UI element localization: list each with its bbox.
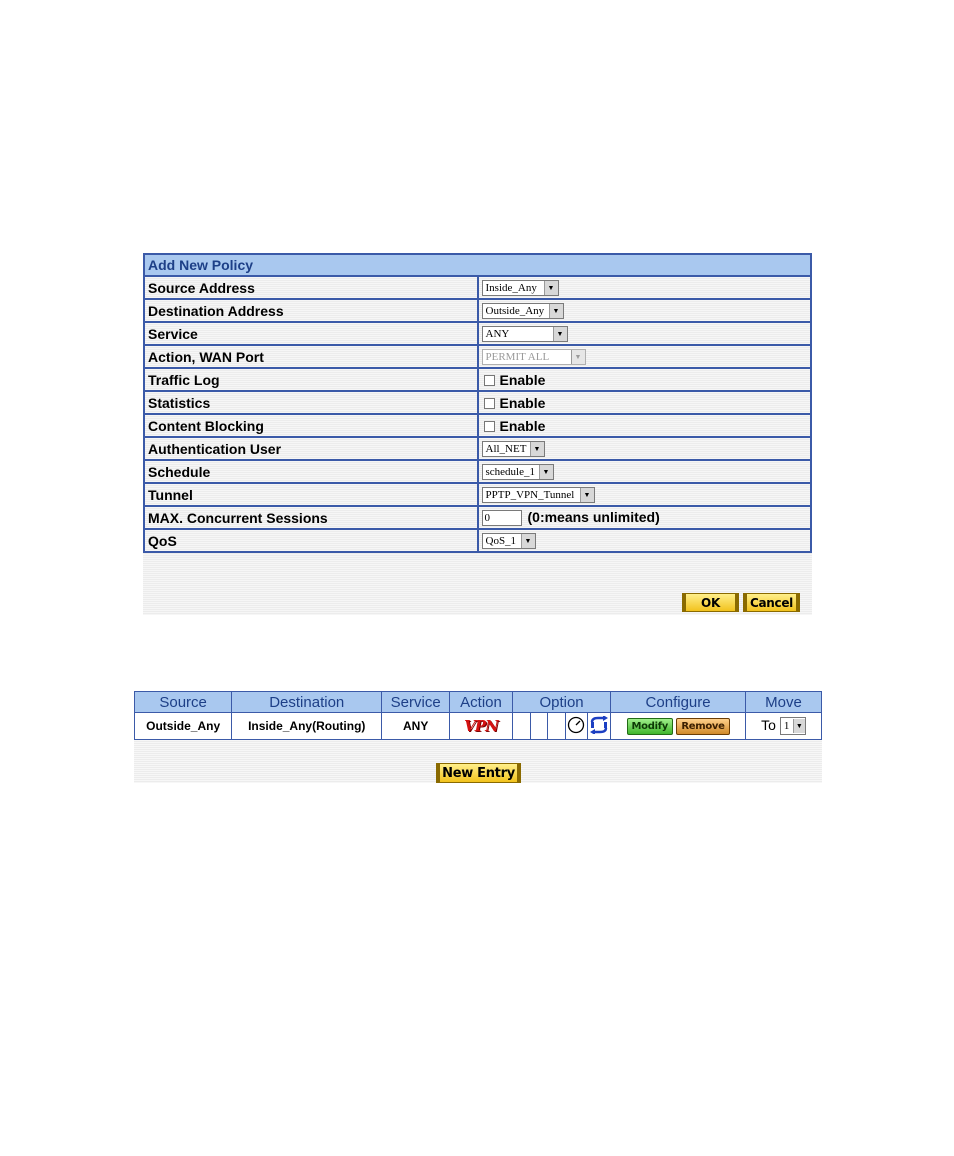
form-row-authentication-user bbox=[144, 437, 811, 460]
vpn-action-icon: VPN bbox=[464, 717, 498, 735]
form-row-traffic-log bbox=[144, 368, 811, 391]
form-row-statistics bbox=[144, 391, 811, 414]
chevron-down-icon: ▼ bbox=[544, 281, 558, 295]
statistics-checkbox[interactable] bbox=[484, 398, 495, 409]
field-label: Schedule bbox=[144, 460, 478, 483]
field-label: Tunnel bbox=[144, 483, 478, 506]
cell-action bbox=[450, 713, 513, 740]
field-label: Traffic Log bbox=[144, 368, 478, 391]
form-row-qos bbox=[144, 529, 811, 552]
chevron-down-icon: ▼ bbox=[539, 465, 553, 479]
chevron-down-icon: ▼ bbox=[793, 719, 805, 733]
traffic-log-checkbox[interactable] bbox=[484, 375, 495, 386]
field-label: Statistics bbox=[144, 391, 478, 414]
field-label: Authentication User bbox=[144, 437, 478, 460]
panel-title: Add New Policy bbox=[144, 254, 811, 276]
table-row bbox=[135, 713, 822, 740]
column-header-configure: Configure bbox=[611, 692, 746, 713]
form-row-content-blocking bbox=[144, 414, 811, 437]
chevron-down-icon: ▼ bbox=[571, 350, 585, 364]
checkbox-label: Enable bbox=[499, 371, 546, 388]
qos-select[interactable]: QoS_1 ▼ bbox=[482, 533, 536, 549]
tunnel-select[interactable]: PPTP_VPN_Tunnel ▼ bbox=[482, 487, 595, 503]
cell-move bbox=[745, 713, 821, 740]
checkbox-label: Enable bbox=[499, 394, 546, 411]
move-position-select[interactable]: 1 ▼ bbox=[780, 717, 806, 735]
cell-source: Outside_Any bbox=[135, 713, 232, 740]
form-row-tunnel bbox=[144, 483, 811, 506]
cell-destination: Inside_Any(Routing) bbox=[232, 713, 382, 740]
policy-list-table bbox=[134, 691, 822, 740]
add-policy-panel bbox=[143, 253, 812, 615]
field-label: Source Address bbox=[144, 276, 478, 299]
option-slot-empty bbox=[548, 713, 565, 740]
field-label: Action, WAN Port bbox=[144, 345, 478, 368]
field-label: QoS bbox=[144, 529, 478, 552]
cell-service: ANY bbox=[382, 713, 450, 740]
option-slot-schedule bbox=[565, 713, 587, 740]
field-label: Content Blocking bbox=[144, 414, 478, 437]
chevron-down-icon: ▼ bbox=[530, 442, 544, 456]
form-row-service bbox=[144, 322, 811, 345]
option-slot-empty bbox=[531, 713, 548, 740]
cell-configure bbox=[611, 713, 746, 740]
source-address-select[interactable]: Inside_Any ▼ bbox=[482, 280, 559, 296]
form-row-action-wan-port bbox=[144, 345, 811, 368]
move-to-label: To bbox=[761, 716, 776, 733]
destination-address-select[interactable]: Outside_Any ▼ bbox=[482, 303, 564, 319]
checkbox-label: Enable bbox=[499, 417, 546, 434]
column-header-source: Source bbox=[135, 692, 232, 713]
field-label: MAX. Concurrent Sessions bbox=[144, 506, 478, 529]
modify-button[interactable]: Modify bbox=[627, 718, 673, 735]
policy-list-panel bbox=[134, 691, 822, 783]
column-header-option: Option bbox=[512, 692, 610, 713]
content-blocking-checkbox[interactable] bbox=[484, 421, 495, 432]
action-wan-port-select: PERMIT ALL ▼ bbox=[482, 349, 586, 365]
column-header-destination: Destination bbox=[232, 692, 382, 713]
schedule-select[interactable]: schedule_1 ▼ bbox=[482, 464, 554, 480]
option-slot-tunnel bbox=[587, 713, 610, 740]
form-row-source-address bbox=[144, 276, 811, 299]
authentication-user-select[interactable]: All_NET ▼ bbox=[482, 441, 545, 457]
service-select[interactable]: ANY ▼ bbox=[482, 326, 568, 342]
chevron-down-icon: ▼ bbox=[521, 534, 535, 548]
column-header-move: Move bbox=[745, 692, 821, 713]
schedule-clock-icon bbox=[567, 716, 585, 734]
add-policy-table bbox=[143, 253, 812, 553]
option-slot-empty bbox=[512, 713, 530, 740]
field-label: Service bbox=[144, 322, 478, 345]
cancel-button[interactable]: Cancel bbox=[743, 593, 800, 612]
max-sessions-input[interactable]: 0 bbox=[482, 510, 522, 526]
form-row-schedule bbox=[144, 460, 811, 483]
chevron-down-icon: ▼ bbox=[553, 327, 567, 341]
chevron-down-icon: ▼ bbox=[549, 304, 563, 318]
new-entry-button[interactable]: New Entry bbox=[436, 763, 521, 783]
max-sessions-note: (0:means unlimited) bbox=[527, 508, 660, 525]
column-header-action: Action bbox=[450, 692, 513, 713]
form-row-max-sessions bbox=[144, 506, 811, 529]
remove-button[interactable]: Remove bbox=[676, 718, 729, 735]
tunnel-loop-icon bbox=[589, 716, 609, 734]
form-row-destination-address bbox=[144, 299, 811, 322]
chevron-down-icon: ▼ bbox=[580, 488, 594, 502]
table-header-row bbox=[135, 692, 822, 713]
field-label: Destination Address bbox=[144, 299, 478, 322]
column-header-service: Service bbox=[382, 692, 450, 713]
ok-button[interactable]: OK bbox=[682, 593, 739, 612]
